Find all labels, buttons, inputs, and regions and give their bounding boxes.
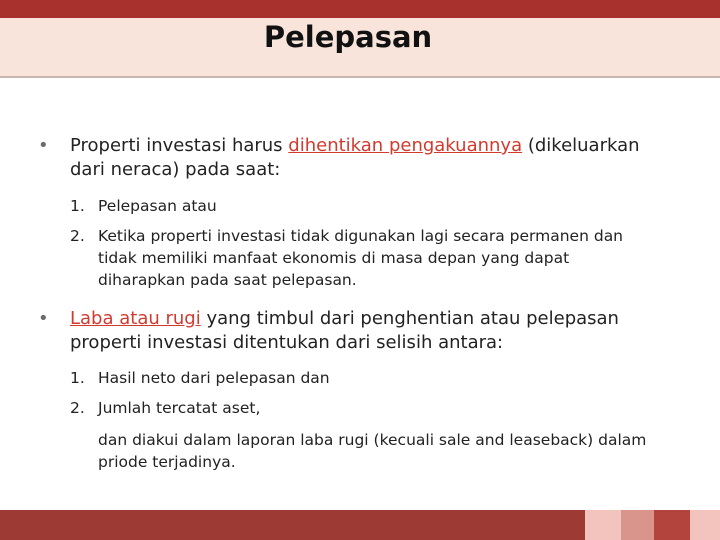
bullet-2-text: [70, 307, 670, 355]
slide-title: Pelepasan: [263, 20, 433, 54]
bullet-1-link[interactable]: dihentikan pengakuannya: [288, 135, 523, 156]
list-text: Pelepasan atau: [98, 197, 217, 215]
footer-page-segment: [654, 510, 690, 540]
bullet-1-post: (dikeluarkan dari neraca) pada saat:: [70, 135, 640, 180]
footer-dark-segment: [0, 510, 585, 540]
footer-bar: [0, 510, 720, 540]
bullet-2-link[interactable]: Laba atau rugi: [70, 308, 201, 329]
list-number: 2.: [70, 227, 85, 245]
bullet-1-pre: Properti investasi harus: [70, 135, 289, 156]
bullet-1-text: [70, 134, 670, 182]
list-text: Jumlah tercatat aset,: [98, 399, 261, 417]
footer-end-segment: [690, 510, 720, 540]
header-bar: [0, 0, 720, 18]
footer-mid-segment: [621, 510, 654, 540]
list-text: Hasil neto dari pelepasan dan: [98, 369, 330, 387]
list-number: 1.: [70, 197, 85, 215]
list-number: 2.: [70, 399, 85, 417]
bullet-2-note: [98, 429, 678, 473]
bullet-2-post: yang timbul dari penghentian atau pelepasan properti investasi ditentukan dari selisih antara:: [70, 308, 619, 353]
list-text: Ketika properti investasi tidak digunakan lagi secara permanen dan tidak memiliki manfaat ekonomis di masa depan yang dapat diharapkan pada saat pelepasan.: [98, 227, 624, 289]
note-text: dan diakui dalam laporan laba rugi (kecuali sale and leaseback) dalam priode terjadinya.: [98, 431, 647, 471]
list-number: 1.: [70, 369, 85, 387]
bullet-marker: •: [38, 308, 49, 329]
bullet-marker: •: [38, 135, 49, 156]
footer-light-segment: [585, 510, 621, 540]
